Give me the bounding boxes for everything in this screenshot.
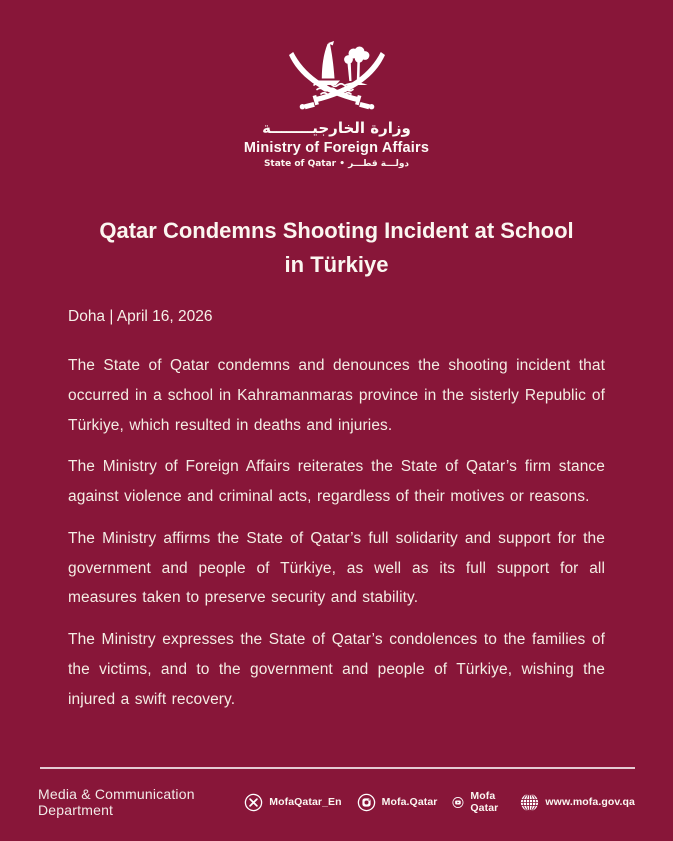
statement-title-line2: in Türkiye (284, 252, 389, 278)
statement-paragraph: The State of Qatar condemns and denounces the shooting incident that occurred in a school in Kahramanmaras province in the sisterly Republic of Türkiye, which resulted in deaths and injuries. (68, 357, 605, 434)
statement-body (68, 308, 605, 714)
footer-divider (40, 767, 635, 769)
statement-title (57, 214, 617, 282)
x-twitter-icon (244, 793, 263, 812)
website-url: www.mofa.gov.qa (545, 796, 635, 808)
social-item-instagram (357, 793, 438, 812)
instagram-handle: Mofa.Qatar (381, 796, 438, 808)
social-links (244, 790, 635, 814)
state-of-qatar-line: State of Qatar • دولـــة قطـــر (263, 159, 410, 169)
social-item-website (520, 793, 635, 812)
social-item-youtube (452, 790, 505, 814)
statement-paragraph: The Ministry of Foreign Affairs reiterates the State of Qatar’s firm stance against violence and criminal acts, regardless of their motives or reasons. (68, 458, 605, 506)
statement-paragraph: The Ministry affirms the State of Qatar’s full solidarity and support for the government and people of Türkiye, as well as its full support for all measures taken to preserve security and stability. (68, 529, 605, 607)
x-handle: MofaQatar_En (269, 796, 342, 808)
statement-title-line1: Qatar Condemns Shooting Incident at School (99, 218, 574, 243)
statement-paragraph: The Ministry expresses the State of Qatar’s condolences to the families of the victims, and to the government and people of Türkiye, wishing the injured a swift recovery. (68, 631, 605, 708)
qatar-mofa-emblem-icon (286, 40, 388, 118)
instagram-icon (357, 793, 376, 812)
department-label: Media & Communication Department (38, 786, 195, 818)
youtube-handle: Mofa Qatar (470, 790, 499, 814)
youtube-icon (452, 793, 464, 812)
social-item-x (244, 793, 341, 812)
footer (38, 786, 635, 818)
mofa-header (0, 0, 673, 169)
dateline: Doha | April 16, 2026 (68, 308, 213, 326)
ministry-name-arabic: وزارة الخارجيــــــــة (262, 119, 411, 137)
globe-icon (520, 793, 539, 812)
ministry-name-english: Ministry of Foreign Affairs (243, 140, 430, 156)
